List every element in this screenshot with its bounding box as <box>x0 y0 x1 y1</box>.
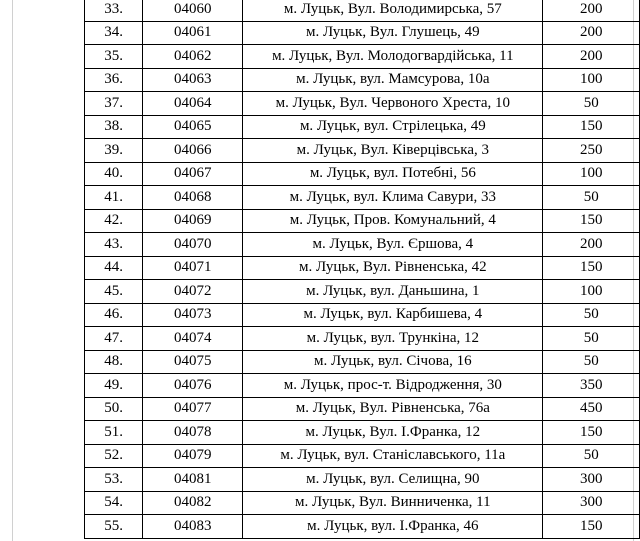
quantity-cell: 200 <box>543 45 640 69</box>
table-row <box>85 139 640 163</box>
table-row <box>85 350 640 374</box>
address-cell: м. Луцьк, вул. І.Франка, 46 <box>243 515 543 539</box>
quantity-cell: 50 <box>543 350 640 374</box>
address-cell: м. Луцьк, вул. Карбишева, 4 <box>243 303 543 327</box>
address-cell: м. Луцьк, Вул. Рівненська, 42 <box>243 256 543 280</box>
table-row <box>85 186 640 210</box>
address-cell: м. Луцьк, Вул. Ківерцівська, 3 <box>243 139 543 163</box>
row-number-cell: 50. <box>85 397 143 421</box>
address-cell: м. Луцьк, Вул. Червоного Хреста, 10 <box>243 92 543 116</box>
table-row <box>85 162 640 186</box>
table-row <box>85 468 640 492</box>
code-cell: 04082 <box>143 491 243 515</box>
code-cell: 04072 <box>143 280 243 304</box>
row-number-cell: 44. <box>85 256 143 280</box>
row-number-cell: 52. <box>85 444 143 468</box>
address-cell: м. Луцьк, Вул. І.Франка, 12 <box>243 421 543 445</box>
table-row <box>85 280 640 304</box>
quantity-cell: 50 <box>543 303 640 327</box>
table-row <box>85 256 640 280</box>
table-row <box>85 515 640 539</box>
address-table-body <box>85 0 640 538</box>
address-cell: м. Луцьк, Пров. Комунальний, 4 <box>243 209 543 233</box>
page-left-edge <box>12 0 13 541</box>
code-cell: 04077 <box>143 397 243 421</box>
address-cell: м. Луцьк, вул. Клима Савури, 33 <box>243 186 543 210</box>
address-cell: м. Луцьк, Вул. Винниченка, 11 <box>243 491 543 515</box>
quantity-cell: 150 <box>543 421 640 445</box>
address-cell: м. Луцьк, вул. Селищна, 90 <box>243 468 543 492</box>
row-number-cell: 51. <box>85 421 143 445</box>
table-row <box>85 444 640 468</box>
quantity-cell: 150 <box>543 256 640 280</box>
code-cell: 04069 <box>143 209 243 233</box>
code-cell: 04074 <box>143 327 243 351</box>
row-number-cell: 43. <box>85 233 143 257</box>
address-cell: м. Луцьк, вул. Станіславського, 11а <box>243 444 543 468</box>
code-cell: 04081 <box>143 468 243 492</box>
table-row <box>85 45 640 69</box>
code-cell: 04070 <box>143 233 243 257</box>
table-row <box>85 92 640 116</box>
code-cell: 04083 <box>143 515 243 539</box>
code-cell: 04078 <box>143 421 243 445</box>
table-row <box>85 421 640 445</box>
address-cell: м. Луцьк, вул. Січова, 16 <box>243 350 543 374</box>
table-row <box>85 68 640 92</box>
row-number-cell: 40. <box>85 162 143 186</box>
quantity-cell: 50 <box>543 444 640 468</box>
quantity-cell: 100 <box>543 280 640 304</box>
table-row <box>85 0 640 21</box>
table-row <box>85 374 640 398</box>
quantity-cell: 300 <box>543 491 640 515</box>
address-cell: м. Луцьк, вул. Потебні, 56 <box>243 162 543 186</box>
quantity-cell: 50 <box>543 92 640 116</box>
table-row <box>85 21 640 45</box>
row-number-cell: 36. <box>85 68 143 92</box>
quantity-cell: 50 <box>543 327 640 351</box>
row-number-cell: 38. <box>85 115 143 139</box>
quantity-cell: 450 <box>543 397 640 421</box>
table-row <box>85 209 640 233</box>
address-cell: м. Луцьк, Вул. Єршова, 4 <box>243 233 543 257</box>
row-number-cell: 46. <box>85 303 143 327</box>
row-number-cell: 33. <box>85 0 143 21</box>
quantity-cell: 150 <box>543 209 640 233</box>
row-number-cell: 35. <box>85 45 143 69</box>
code-cell: 04071 <box>143 256 243 280</box>
quantity-cell: 350 <box>543 374 640 398</box>
row-number-cell: 42. <box>85 209 143 233</box>
quantity-cell: 100 <box>543 162 640 186</box>
row-number-cell: 41. <box>85 186 143 210</box>
row-number-cell: 47. <box>85 327 143 351</box>
code-cell: 04064 <box>143 92 243 116</box>
code-cell: 04060 <box>143 0 243 21</box>
address-cell: м. Луцьк, Вул. Молодогвардійська, 11 <box>243 45 543 69</box>
code-cell: 04065 <box>143 115 243 139</box>
code-cell: 04063 <box>143 68 243 92</box>
address-cell: м. Луцьк, вул. Даньшина, 1 <box>243 280 543 304</box>
row-number-cell: 53. <box>85 468 143 492</box>
quantity-cell: 150 <box>543 515 640 539</box>
code-cell: 04079 <box>143 444 243 468</box>
row-number-cell: 37. <box>85 92 143 116</box>
code-cell: 04073 <box>143 303 243 327</box>
table-row <box>85 491 640 515</box>
row-number-cell: 55. <box>85 515 143 539</box>
row-number-cell: 48. <box>85 350 143 374</box>
row-number-cell: 45. <box>85 280 143 304</box>
quantity-cell: 200 <box>543 0 640 21</box>
row-number-cell: 34. <box>85 21 143 45</box>
address-cell: м. Луцьк, Вул. Рівненська, 76а <box>243 397 543 421</box>
code-cell: 04068 <box>143 186 243 210</box>
quantity-cell: 150 <box>543 115 640 139</box>
address-cell: м. Луцьк, вул. Стрілецька, 49 <box>243 115 543 139</box>
address-table <box>84 0 640 539</box>
table-row <box>85 115 640 139</box>
quantity-cell: 250 <box>543 139 640 163</box>
address-cell: м. Луцьк, прос-т. Відродження, 30 <box>243 374 543 398</box>
code-cell: 04075 <box>143 350 243 374</box>
code-cell: 04066 <box>143 139 243 163</box>
quantity-cell: 100 <box>543 68 640 92</box>
quantity-cell: 50 <box>543 186 640 210</box>
table-row <box>85 303 640 327</box>
quantity-cell: 200 <box>543 21 640 45</box>
code-cell: 04062 <box>143 45 243 69</box>
address-cell: м. Луцьк, вул. Трункіна, 12 <box>243 327 543 351</box>
quantity-cell: 200 <box>543 233 640 257</box>
code-cell: 04067 <box>143 162 243 186</box>
code-cell: 04076 <box>143 374 243 398</box>
address-cell: м. Луцьк, вул. Мамсурова, 10а <box>243 68 543 92</box>
address-cell: м. Луцьк, Вул. Володимирська, 57 <box>243 0 543 21</box>
address-cell: м. Луцьк, Вул. Глушець, 49 <box>243 21 543 45</box>
table-row <box>85 397 640 421</box>
table-row <box>85 233 640 257</box>
table-row <box>85 327 640 351</box>
row-number-cell: 49. <box>85 374 143 398</box>
row-number-cell: 54. <box>85 491 143 515</box>
quantity-cell: 300 <box>543 468 640 492</box>
row-number-cell: 39. <box>85 139 143 163</box>
code-cell: 04061 <box>143 21 243 45</box>
